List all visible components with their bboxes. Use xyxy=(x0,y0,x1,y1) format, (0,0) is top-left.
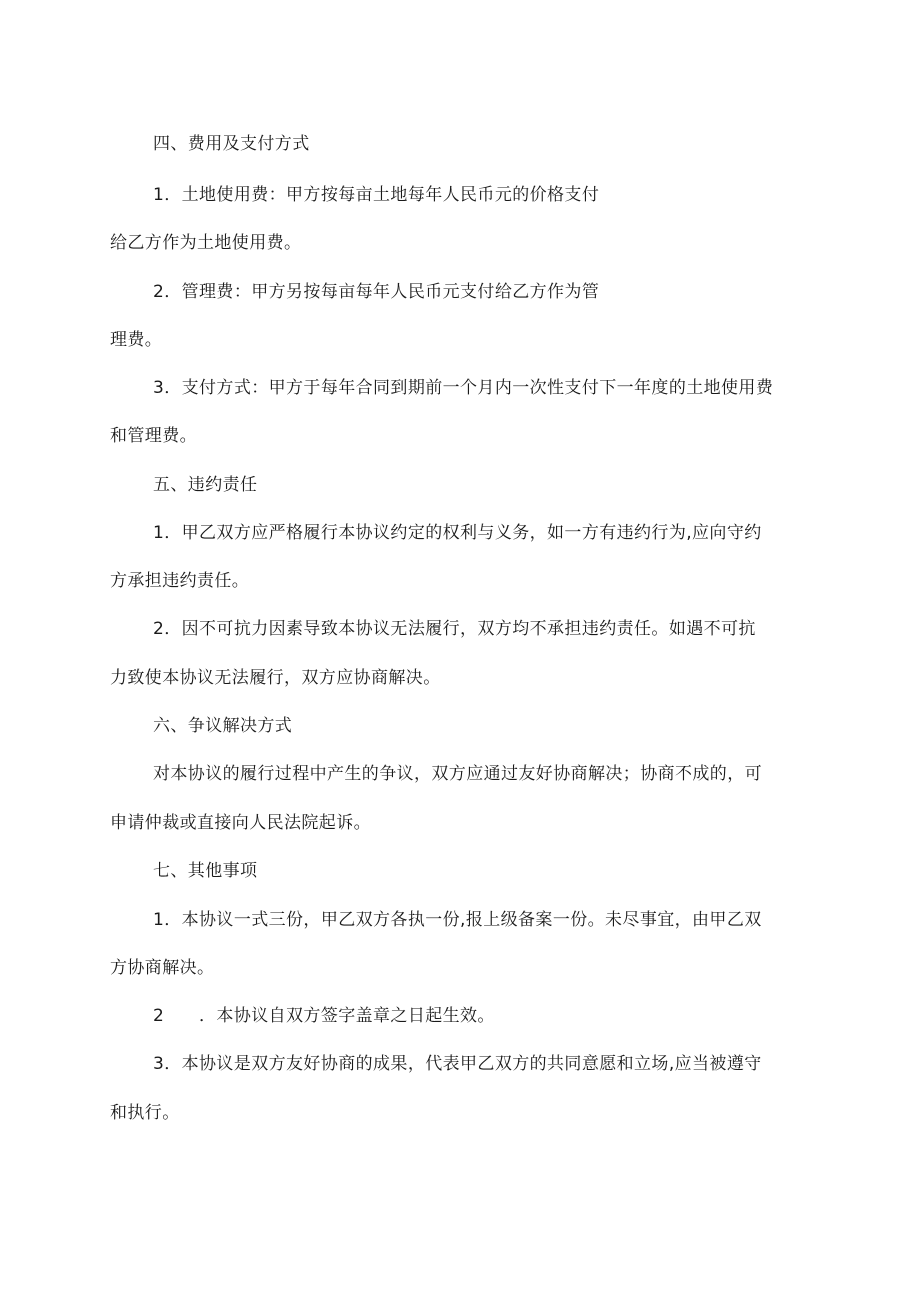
section-5-item-1-line-1: 1．甲乙双方应严格履行本协议约定的权利与义务，如一方有违约行为,应向守约 xyxy=(153,523,762,543)
section-5-item-1-line-2: 方承担违约责任。 xyxy=(110,571,250,591)
section-4-item-3-line-1: 3．支付方式：甲方于每年合同到期前一个月内一次性支付下一年度的土地使用费 xyxy=(153,378,774,398)
section-6-paragraph-line-2: 申请仲裁或直接向人民法院起诉。 xyxy=(110,813,371,833)
section-7-item-1-line-2: 方协商解决。 xyxy=(110,958,215,978)
section-6-heading: 六、争议解决方式 xyxy=(153,716,293,736)
section-7-item-2-line-1: 2 ．本协议自双方签字盖章之日起生效。 xyxy=(153,1006,495,1026)
section-5-item-2-line-2: 力致使本协议无法履行，双方应协商解决。 xyxy=(110,668,441,688)
section-7-item-1-line-1: 1．本协议一式三份，甲乙双方各执一份,报上级备案一份。未尽事宜，由甲乙双 xyxy=(153,910,762,930)
section-7-item-3-line-1: 3．本协议是双方友好协商的成果，代表甲乙双方的共同意愿和立场,应当被遵守 xyxy=(153,1054,762,1074)
section-4-item-2-line-1: 2．管理费：甲方另按每亩每年人民币元支付给乙方作为管 xyxy=(153,282,600,302)
section-5-heading: 五、违约责任 xyxy=(153,475,258,495)
section-5-item-2-line-1: 2．因不可抗力因素导致本协议无法履行，双方均不承担违约责任。如遇不可抗 xyxy=(153,619,756,639)
section-7-item-3-line-2: 和执行。 xyxy=(110,1103,180,1123)
section-7-heading: 七、其他事项 xyxy=(153,861,258,881)
section-4-item-1-line-2: 给乙方作为土地使用费。 xyxy=(110,233,302,253)
section-4-item-1-line-1: 1．土地使用费：甲方按每亩土地每年人民币元的价格支付 xyxy=(153,185,600,205)
section-4-item-2-line-2: 理费。 xyxy=(110,330,163,350)
section-4-item-3-line-2: 和管理费。 xyxy=(110,426,197,446)
section-6-paragraph-line-1: 对本协议的履行过程中产生的争议，双方应通过友好协商解决；协商不成的，可 xyxy=(153,764,762,784)
section-4-heading: 四、费用及支付方式 xyxy=(153,134,310,154)
